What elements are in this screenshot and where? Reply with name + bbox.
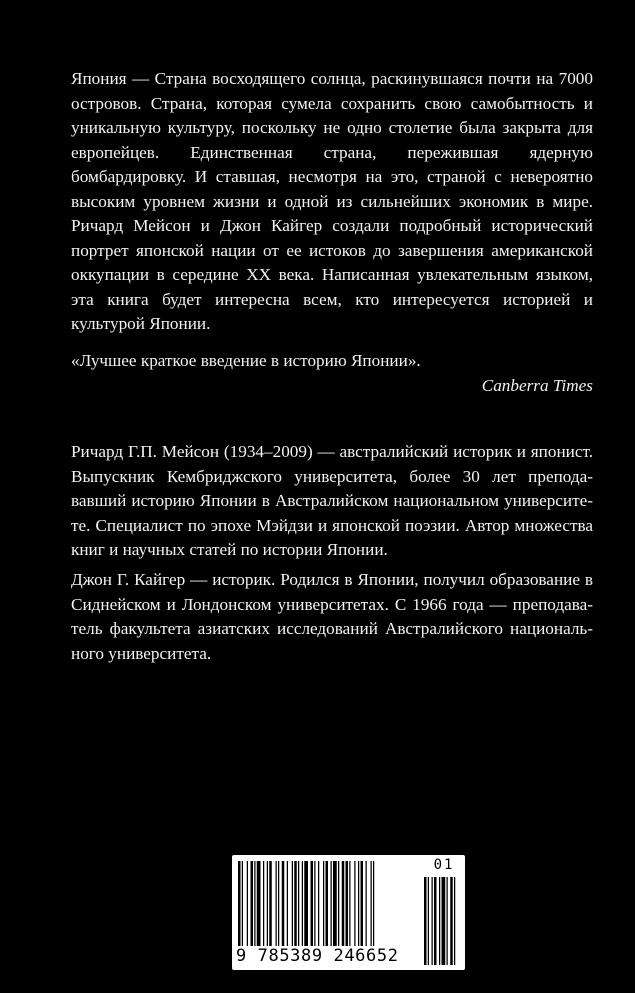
barcode-bar <box>342 861 345 947</box>
barcode-addon-bar <box>442 877 446 965</box>
barcode-bar <box>361 861 364 947</box>
barcode-addon-bar <box>439 877 440 965</box>
barcode-bar <box>314 861 315 947</box>
barcode-addon-bar <box>450 877 453 965</box>
barcode-bar <box>287 861 288 947</box>
author-bio-mason: Ричард Г.П. Мейсон (1934–2009) — австралийский историк и японист. Выпускник Кембриджского университета, более 30 лет преподававший историю Японии в Австралийском национальном университете. Специалист по эпохе Мэйдзи и японской поэзии. Автор множества книг и научных статей по истории Японии. <box>71 442 593 559</box>
barcode-bar <box>292 861 293 947</box>
barcode-bar <box>326 861 329 947</box>
barcode-addon-bar <box>424 877 427 965</box>
barcode-addon-bar <box>434 877 437 965</box>
barcode-bar <box>298 861 299 947</box>
barcode-addon-bar <box>432 877 433 965</box>
barcode-bar <box>278 861 279 947</box>
barcode-bar <box>331 861 332 947</box>
barcode-bar <box>371 861 372 947</box>
barcode-bar <box>354 861 355 947</box>
isbn-number: 9 785389 246652 <box>236 946 416 966</box>
barcode-bar <box>366 861 367 947</box>
barcode-bar <box>333 861 337 947</box>
barcode-bar <box>247 861 248 947</box>
barcode-bar <box>276 861 277 947</box>
barcode-bar <box>267 861 268 947</box>
barcode-bar <box>323 861 324 947</box>
barcode-bar <box>263 861 264 947</box>
barcode-bar <box>358 861 359 947</box>
barcode-addon-bar <box>428 877 429 965</box>
barcode-bar <box>302 861 303 947</box>
barcode-addon-number: 01 <box>433 857 455 873</box>
barcode-bar <box>254 861 255 947</box>
barcode-bar <box>346 861 349 947</box>
book-description: Япония — Страна восходящего солнца, раскинувшаяся почти на 7000 островов. Страна, которая сумела сохранить свою самобытность и уникальную культуру, поскольку не одно столетие была закрыта для европейцев. Единственная страна, пережившая ядерную бомбардировку. И ставшая, несмотря на это, страной с невероятно высоким уровнем жизни и одной из сильнейших экономик в мире. Ричард Мейсон и Джон Кайгер создали подробный исторический портрет японской нации от ее истоков до завершения американской оккупации в середине XX века. Написанная увлекательным языком, эта книга будет интересна всем, кто интересуется историей и культурой Японии. <box>71 69 593 333</box>
barcode-bar <box>318 861 319 947</box>
barcode-bar <box>257 861 261 947</box>
barcode-bar <box>251 861 254 947</box>
author-bio-caiger: Джон Г. Кайгер — историк. Родился в Японии, получил образование в Сиднейском и Лондонском университетах. С 1966 года — преподаватель факультета азиатских исследований Австралийского национального университета. <box>71 570 593 663</box>
barcode-bar <box>338 861 339 947</box>
review-source: Canberra Times <box>481 376 593 395</box>
barcode-bar <box>294 861 297 947</box>
barcode-addon-bar <box>454 877 455 965</box>
barcode-bar <box>282 861 285 947</box>
review-quote: «Лучшее краткое введение в историю Японии». <box>71 351 421 370</box>
barcode-bar <box>349 861 350 947</box>
barcode-bar <box>269 861 272 947</box>
barcode-addon-bar <box>447 877 448 965</box>
